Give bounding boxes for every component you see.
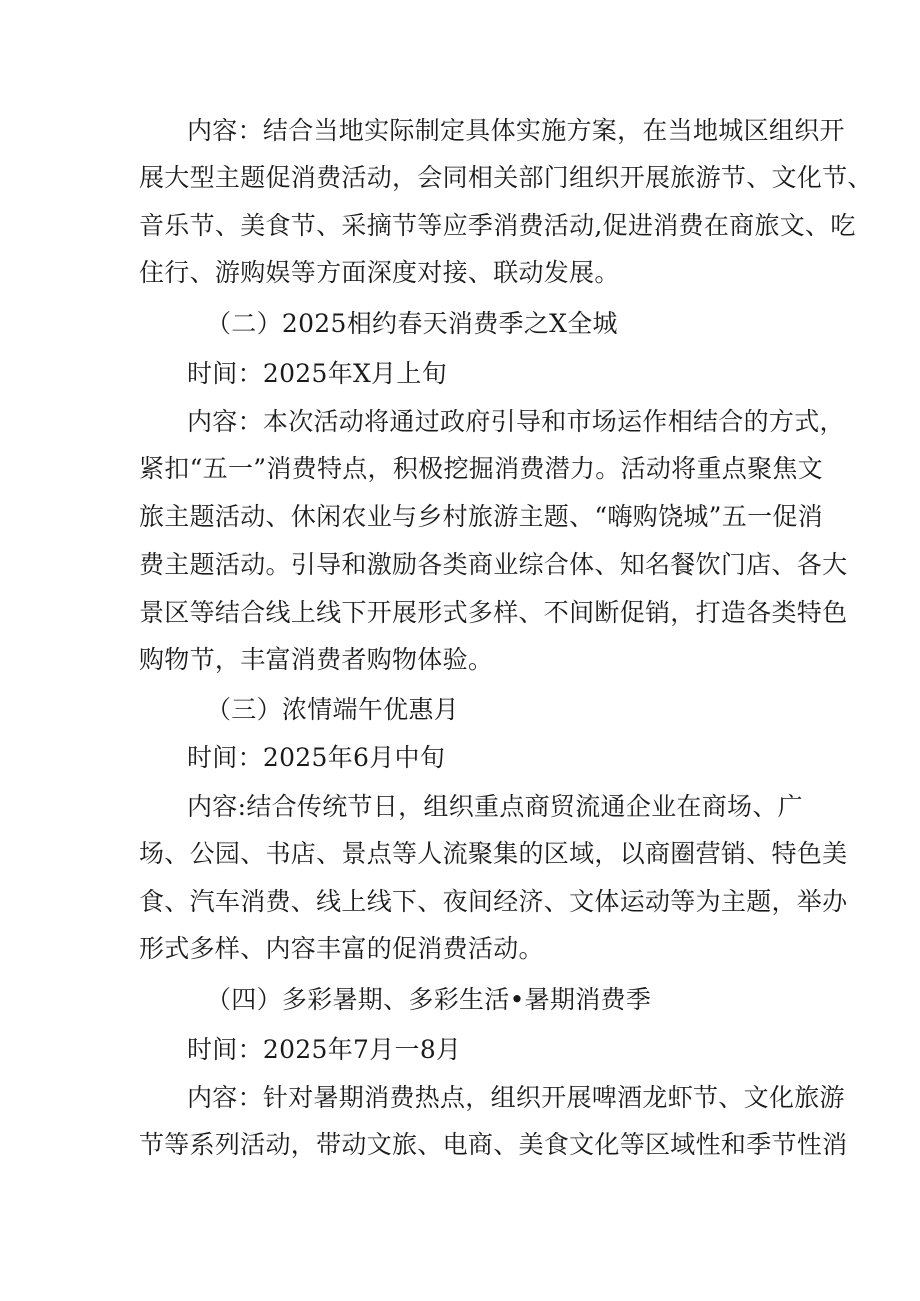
paragraph-line: 场、公园、书店、景点等人流聚集的区域，以商圈营销、特色美 [139, 839, 848, 868]
time-line: 时间：2025年X月上旬 [187, 359, 448, 388]
paragraph-line: 节等系列活动，带动文旅、电商、美食文化等区域性和季节性消 [139, 1130, 848, 1159]
paragraph-line: 旅主题活动、休闲农业与乡村旅游主题、“嗨购饶城”五一促消 [139, 502, 823, 531]
paragraph-line: 形式多样、内容丰富的促消费活动。 [139, 934, 544, 963]
paragraph-line: 内容：结合当地实际制定具体实施方案，在当地城区组织开 [187, 116, 845, 145]
paragraph-line: 景区等结合线上线下开展形式多样、不间断促销，打造各类特色 [139, 598, 848, 627]
time-line: 时间：2025年7月一8月 [187, 1035, 462, 1064]
paragraph-line: 音乐节、美食节、采摘节等应季消费活动,促进消费在商旅文、吃 [139, 211, 856, 240]
paragraph-line: 食、汽车消费、线上线下、夜间经济、文体运动等为主题，举办 [139, 887, 848, 916]
paragraph-line: 内容：针对暑期消费热点，组织开展啤酒龙虾节、文化旅游 [187, 1083, 845, 1112]
paragraph-line: 紧扣“五一”消费特点，积极挖掘消费潜力。活动将重点聚焦文 [139, 454, 823, 483]
paragraph-line: 内容:结合传统节日，组织重点商贸流通企业在商场、广 [187, 792, 803, 821]
section-heading: （二）2025相约春天消费季之X全城 [206, 309, 618, 338]
paragraph-line: 费主题活动。引导和激励各类商业综合体、知名餐饮门店、各大 [139, 550, 848, 579]
time-line: 时间：2025年6月中旬 [187, 743, 446, 772]
section-heading: （四）多彩暑期、多彩生活•暑期消费季 [206, 985, 652, 1014]
section-heading: （三）浓情端午优惠月 [206, 695, 460, 724]
paragraph-line: 内容：本次活动将通过政府引导和市场运作相结合的方式， [187, 407, 845, 436]
paragraph-line: 展大型主题促消费活动，会同相关部门组织开展旅游节、文化节、 [139, 163, 873, 192]
paragraph-line: 住行、游购娱等方面深度对接、联动发展。 [139, 258, 620, 287]
paragraph-line: 购物节，丰富消费者购物体验。 [139, 645, 494, 674]
